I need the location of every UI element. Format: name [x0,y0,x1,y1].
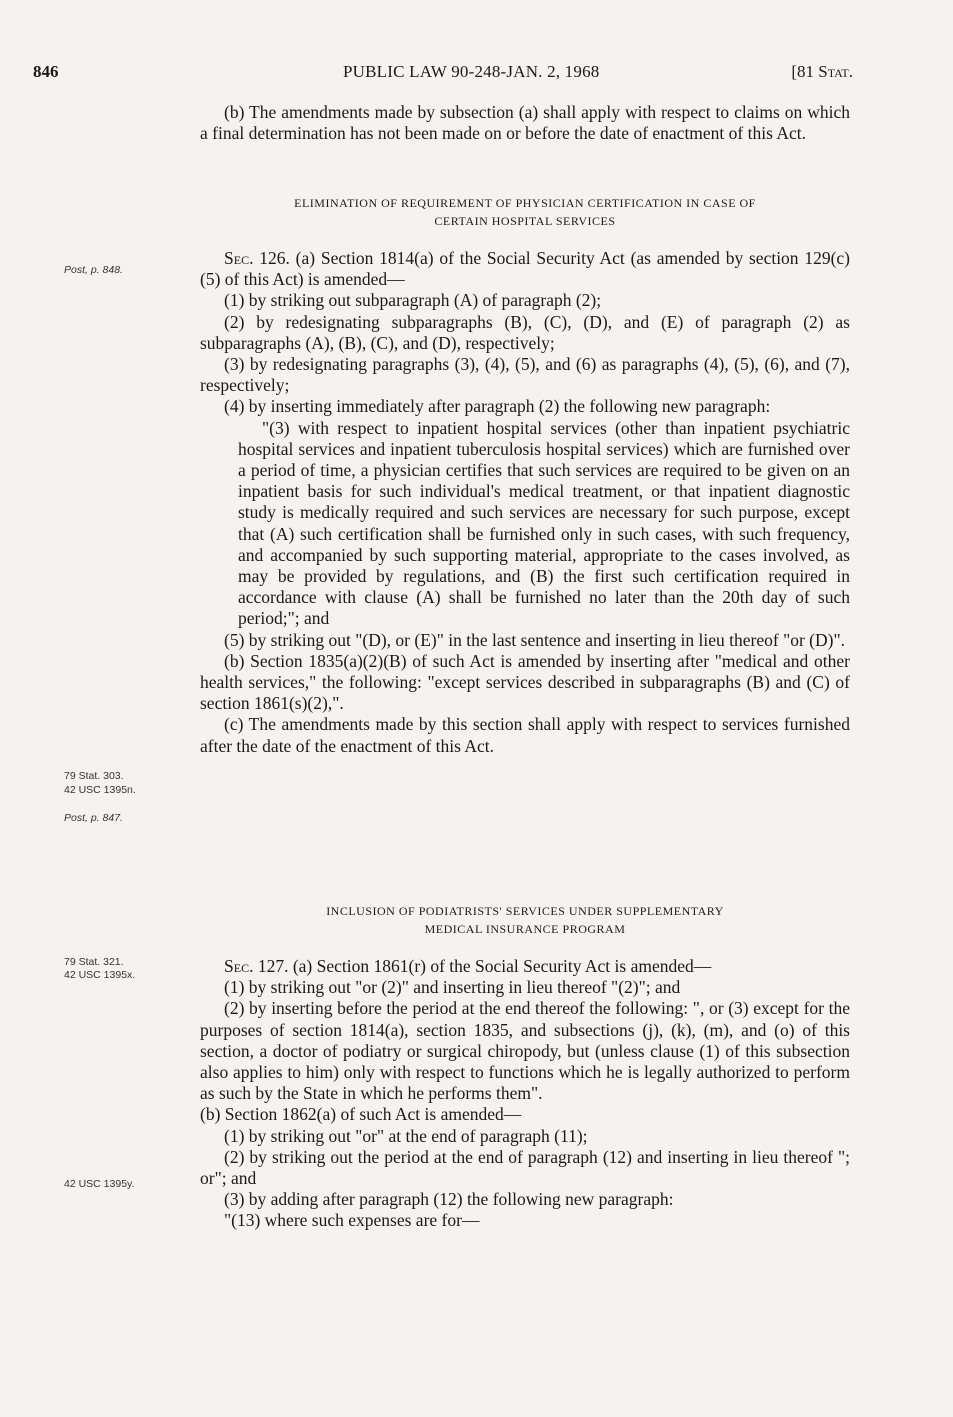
section-label: Sec. [224,248,254,268]
section-text: 127. (a) Section 1861(r) of the Social Security Act is amended— [257,956,712,976]
section-text: 126. (a) Section 1814(a) of the Social Security Act (as amended by section 129(c)(5) of this Act) is amended— [200,248,851,290]
margin-note-42-usc-1395y: 42 USC 1395y. [64,1178,135,1190]
heading-line: ELIMINATION OF REQUIREMENT OF PHYSICIAN CERTIFICATION IN CASE OF [294,196,756,210]
section-126 [200,248,850,757]
quoted-paragraph-13: "(13) where such expenses are for— [224,1210,480,1231]
statute-reference: [81 Stat. [791,62,853,81]
clause-b1: (1) by striking out "or" at the end of paragraph (11); [224,1125,588,1146]
clause-2: (2) by inserting before the period at the end thereof the following: ", or (3) except for the purposes of section 1814(a), section 1835, and subsections (j), (k), (m), and (o) of this section, a doctor of podiatry or surgical chiropody, but (unless clause (1) of this subsection also applies to him) only with respect to functions which he is legally authorized to perform as such by the State in which he performs them". [200,998,850,1104]
subsection-b: (b) Section 1835(a)(2)(B) of such Act is amended by inserting after "medical and other health services," the following: "except services described in subparagraphs (B) and (C) of section 1861(s)(2),". [200,650,850,714]
clause-b2: (2) by striking out the period at the end of paragraph (12) and inserting in lieu thereof "; or"; and [200,1146,850,1189]
quoted-paragraph-3: "(3) with respect to inpatient hospital services (other than inpatient psychiatric hospital services and inpatient tuberculosis hospital services) which are furnished over a period of time, a physician certifies that such services are required to be given on an inpatient basis for such individual's medical treatment, or that inpatient diagnostic study is medically required and such services are necessary for such purpose, except that (A) such certification shall be furnished only in such cases, with such frequency, and accompanied by such supporting material, appropriate to the cases involved, as may be provided by regulations, and (B) the first such certification required in accordance with clause (A) shall be furnished no later than the 20th day of such period;"; and [238,417,850,629]
page-number: 846 [33,62,59,81]
margin-note-79-stat-303: 79 Stat. 303. [64,770,124,782]
clause-b3: (3) by adding after paragraph (12) the following new paragraph: [224,1189,674,1210]
subsection-b: (b) Section 1862(a) of such Act is amended— [200,1104,522,1125]
heading-line: INCLUSION OF PODIATRISTS' SERVICES UNDER SUPPLEMENTARY [326,904,724,918]
margin-note-42-usc-1395x: 42 USC 1395x. [64,969,136,981]
section-heading-126 [200,194,850,230]
margin-note-post-848: Post, p. 848. [64,264,123,276]
section-heading-127 [200,902,850,938]
clause-1: (1) by striking out "or (2)" and inserting in lieu thereof "(2)"; and [224,977,681,998]
heading-line: MEDICAL INSURANCE PROGRAM [424,922,626,936]
section-127-opening [200,956,850,977]
section-126-opening [200,248,850,290]
margin-note-42-usc-1395n: 42 USC 1395n. [64,784,136,796]
margin-note-79-stat-321: 79 Stat. 321. [64,956,124,968]
clause-2: (2) by redesignating subparagraphs (B), (C), (D), and (E) of paragraph (2) as subparagraphs (A), (B), (C), and (D), respectively; [200,311,850,353]
paragraph: (b) The amendments made by subsection (a) shall apply with respect to claims on which a final determination has not been made on or before the date of enactment of this Act. [200,102,850,144]
page-header [33,62,853,86]
section-label: Sec. [224,956,254,976]
margin-note-post-847: Post, p. 847. [64,812,123,824]
running-title: PUBLIC LAW 90-248-JAN. 2, 1968 [343,62,600,81]
heading-line: CERTAIN HOSPITAL SERVICES [434,214,616,228]
clause-4: (4) by inserting immediately after paragraph (2) the following new paragraph: [224,396,771,417]
clause-1: (1) by striking out subparagraph (A) of paragraph (2); [224,290,602,311]
subsection-c: (c) The amendments made by this section shall apply with respect to services furnished after the date of the enactment of this Act. [200,714,850,756]
clause-3: (3) by redesignating paragraphs (3), (4), (5), and (6) as paragraphs (4), (5), (6), and (7), respectively; [200,354,850,396]
section-b-intro [200,102,850,144]
clause-5: (5) by striking out "(D), or (E)" in the last sentence and inserting in lieu thereof "or (D)". [224,629,845,650]
section-127 [200,956,850,1232]
